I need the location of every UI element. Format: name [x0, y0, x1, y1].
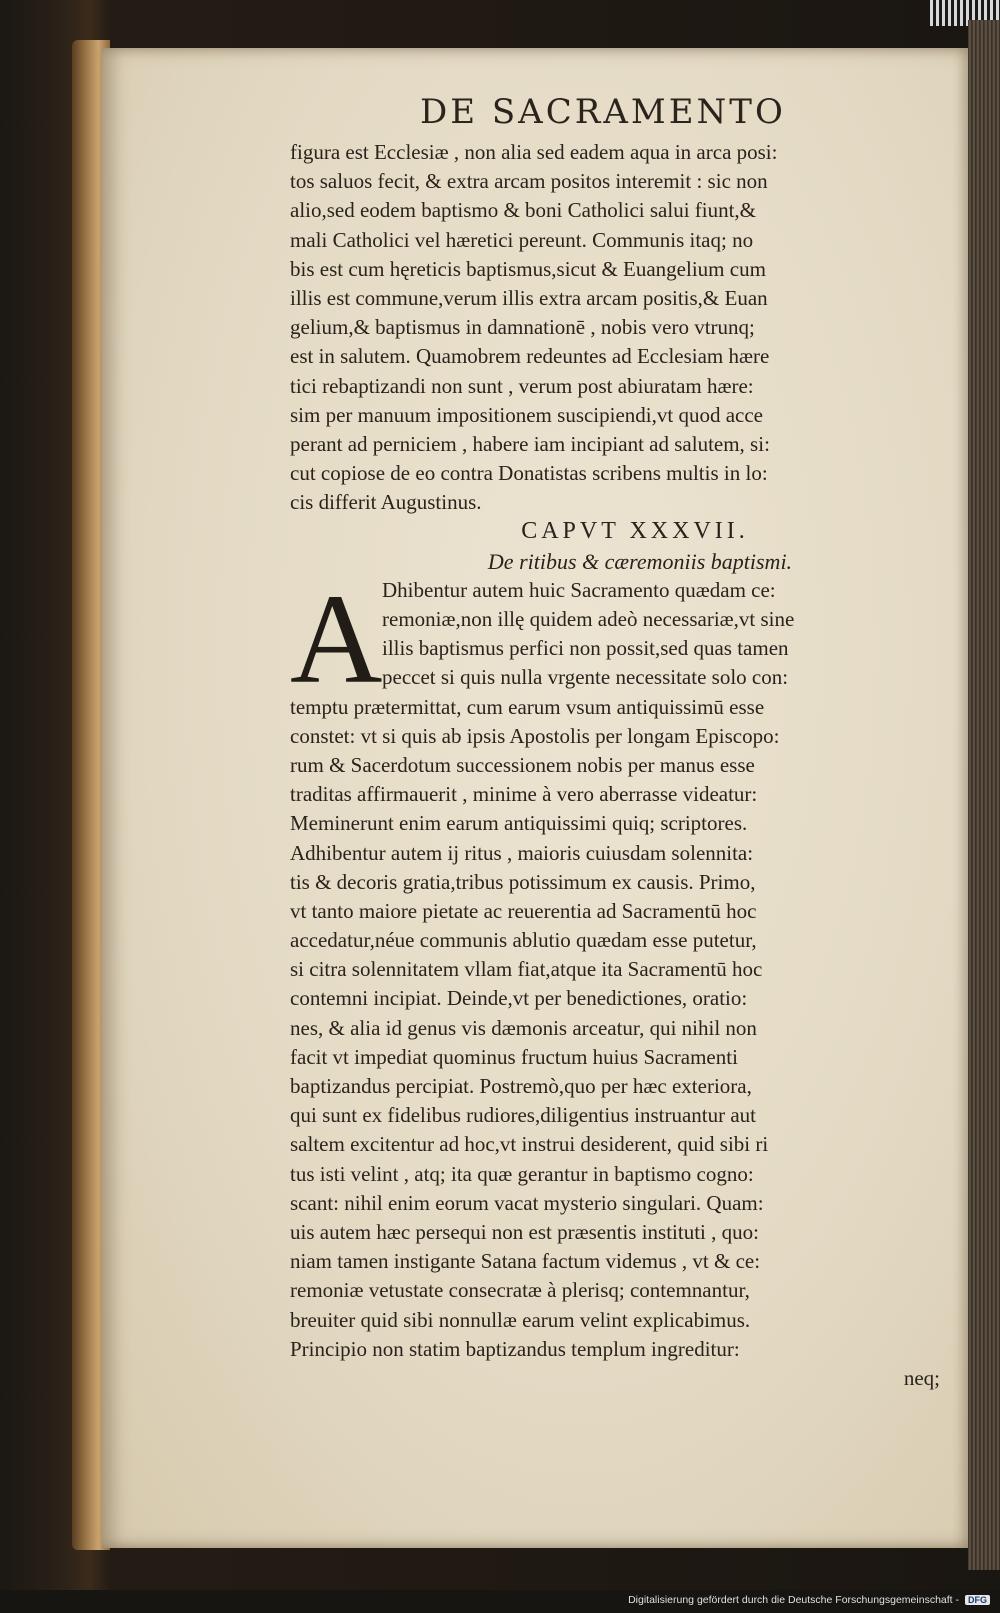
text-line: cis differit Augustinus. [290, 490, 482, 515]
text-line: saltem excitentur ad hoc,vt instrui desiderent, quid sibi ri [290, 1132, 769, 1157]
text-line: sim per manuum impositionem suscipiendi,vt quod acce [290, 402, 764, 427]
text-line: remoniæ,non illę quidem adeò necessariæ,vt sine [382, 607, 795, 631]
text-line: illis baptismus perfici non possit,sed quas tamen [382, 636, 789, 661]
text-line: si citra solennitatem vllam fiat,atque ita Sacramentū hoc [290, 957, 763, 982]
footer-text: Digitalisierung gefördert durch die Deutsche Forschungsgemeinschaft - [628, 1594, 959, 1606]
text-line: nes, & alia id genus vis dæmonis arceatur, qui nihil non [290, 1015, 757, 1040]
text-line: tus isti velint , atq; ita quæ gerantur in baptismo cogno: [290, 1161, 754, 1186]
text-line: cut copiose de eo contra Donatistas scribens multis in lo: [290, 461, 768, 486]
chapter-subtitle: De ritibus & cæremoniis baptismi. [487, 548, 793, 574]
page-edges-right [968, 20, 1000, 1570]
text-line: accedatur,néue communis ablutio quædam esse putetur, [290, 928, 757, 953]
text-line: temptu prætermittat, cum earum vsum antiquissimū esse [290, 694, 765, 719]
text-line: est in salutem. Quamobrem redeuntes ad Ecclesiam hære [290, 344, 770, 369]
text-line: tis & decoris gratia,tribus potissimum ex causis. Primo, [290, 869, 756, 894]
chapter-title: CAPVT XXXVII. [521, 518, 749, 545]
text-line: baptizandus percipiat. Postremò,quo per hæc exteriora, [290, 1074, 752, 1098]
text-line: qui sunt ex fidelibus rudiores,diligentius instruantur aut [290, 1103, 757, 1128]
text-line: figura est Ecclesiæ , non alia sed eadem aqua in arca posi: [290, 140, 778, 164]
text-line: mali Catholici vel hæretici pereunt. Communis itaq; no [290, 227, 754, 252]
text-line: gelium,& baptismus in damnationē , nobis vero vtrunq; [290, 315, 755, 340]
text-line: facit vt impediat quominus fructum huius Sacramenti [290, 1044, 738, 1069]
catchword: neq; [903, 1365, 940, 1390]
text-line: niam tamen instigante Satana factum videmus , vt & ce: [290, 1249, 761, 1274]
text-line: traditas affirmauerit , minime à vero aberrasse videatur: [290, 782, 758, 807]
digitization-footer [628, 1592, 990, 1608]
text-line: peccet si quis nulla vrgente necessitate solo con: [382, 665, 789, 690]
text-line: Adhibentur autem ij ritus , maioris cuiusdam solennita: [290, 840, 754, 865]
text-line: perant ad perniciem , habere iam incipiant ad salutem, si: [290, 431, 770, 456]
text-line: contemni incipiat. Deinde,vt per benedictiones, oratio: [290, 986, 748, 1011]
text-line: Meminerunt enim earum antiquissimi quiq; scriptores. [290, 811, 748, 836]
text-line: tos saluos fecit, & extra arcam positos interemit : sic non [290, 169, 768, 194]
page-text [290, 138, 940, 1393]
text-line: uis autem hæc persequi non est præsentis instituti , quo: [290, 1219, 759, 1244]
text-line: alio,sed eodem baptismo & boni Catholici salui fiunt,& [290, 198, 757, 223]
text-line: Dhibentur autem huic Sacramento quædam ce: [382, 577, 776, 602]
text-line: breuiter quid sibi nonnullæ earum velint explicabimus. [290, 1307, 751, 1332]
text-line: rum & Sacerdotum successionem nobis per manus esse [290, 752, 755, 777]
text-line: illis est commune,verum illis extra arcam positis,& Euan [290, 285, 768, 310]
text-line: constet: vt si quis ab ipsis Apostolis per longam Episcopo: [290, 723, 780, 748]
text-line: bis est cum hęreticis baptismus,sicut & Euangelium cum [290, 256, 766, 281]
running-head: DE SACRAMENTO [420, 92, 786, 132]
drop-cap: A [290, 568, 383, 710]
text-line: vt tanto maiore pietate ac reuerentia ad Sacramentū hoc [290, 898, 757, 923]
text-line: tici rebaptizandi non sunt , verum post abiuratam hære: [290, 373, 754, 398]
text-line: Principio non statim baptizandus templum ingreditur: [290, 1336, 740, 1361]
dfg-logo: DFG [965, 1595, 990, 1605]
text-line: scant: nihil enim eorum vacat mysterio singulari. Quam: [290, 1190, 764, 1215]
text-line: remoniæ vetustate consecratæ à plerisq; contemnantur, [290, 1278, 750, 1303]
